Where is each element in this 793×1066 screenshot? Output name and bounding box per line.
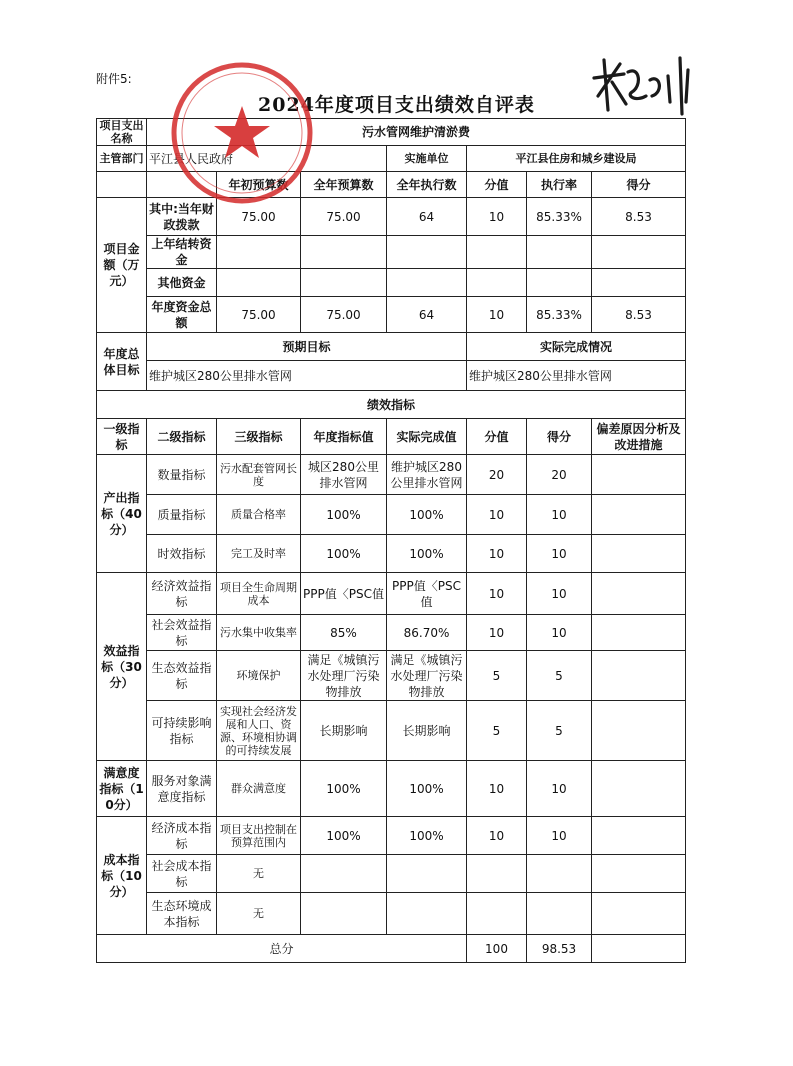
funds-value: 85.33% xyxy=(527,297,592,333)
funds-value: 8.53 xyxy=(592,297,686,333)
level2-indicator: 生态环境成本指标 xyxy=(147,893,217,935)
dept-label: 主管部门 xyxy=(97,146,147,172)
level3-indicator: 实现社会经济发展和人口、资源、环境相协调的可持续发展 xyxy=(217,701,301,761)
score-value: 20 xyxy=(467,455,527,495)
actual-value: 86.70% xyxy=(387,615,467,651)
level3-indicator: 无 xyxy=(217,893,301,935)
level2-indicator: 质量指标 xyxy=(147,495,217,535)
got-value xyxy=(527,893,592,935)
note-value xyxy=(592,535,686,573)
funds-value xyxy=(467,269,527,297)
target-value: PPP值〈PSC值 xyxy=(301,573,387,615)
actual-value: PPP值〈PSC值 xyxy=(387,573,467,615)
funds-value: 64 xyxy=(387,297,467,333)
note-value xyxy=(592,701,686,761)
funds-value xyxy=(301,269,387,297)
table-row xyxy=(97,236,686,269)
actual-value: 100% xyxy=(387,761,467,817)
funds-value xyxy=(592,269,686,297)
funds-header: 年初预算数 xyxy=(217,172,301,198)
level3-indicator: 无 xyxy=(217,855,301,893)
funds-value xyxy=(527,269,592,297)
funds-value xyxy=(217,269,301,297)
perf-header: 一级指标 xyxy=(97,419,147,455)
got-value xyxy=(527,855,592,893)
note-value xyxy=(592,817,686,855)
perf-header: 二级指标 xyxy=(147,419,217,455)
evaluation-table xyxy=(96,118,686,963)
actual-value: 维护城区280公里排水管网 xyxy=(387,455,467,495)
funds-value: 10 xyxy=(467,297,527,333)
expected-goal: 维护城区280公里排水管网 xyxy=(147,361,467,391)
funds-row-label: 其他资金 xyxy=(147,269,217,297)
level3-indicator: 环境保护 xyxy=(217,651,301,701)
level2-indicator: 生态效益指标 xyxy=(147,651,217,701)
level3-indicator: 群众满意度 xyxy=(217,761,301,817)
blank-cell xyxy=(592,935,686,963)
level2-indicator: 经济成本指标 xyxy=(147,817,217,855)
table-row xyxy=(97,701,686,761)
table-row xyxy=(97,455,686,495)
funds-value: 75.00 xyxy=(301,297,387,333)
score-value: 5 xyxy=(467,651,527,701)
table-row xyxy=(97,893,686,935)
got-value: 20 xyxy=(527,455,592,495)
table-row xyxy=(97,573,686,615)
level3-indicator: 项目全生命周期成本 xyxy=(217,573,301,615)
table-row xyxy=(97,651,686,701)
level3-indicator: 质量合格率 xyxy=(217,495,301,535)
perf-header: 分值 xyxy=(467,419,527,455)
level3-indicator: 污水集中收集率 xyxy=(217,615,301,651)
table-row xyxy=(97,495,686,535)
dept-value: 平江县人民政府 xyxy=(147,146,387,172)
got-value: 5 xyxy=(527,701,592,761)
table-row xyxy=(97,419,686,455)
group-name: 产出指标（40分） xyxy=(97,455,147,573)
table-row xyxy=(97,935,686,963)
funds-value: 8.53 xyxy=(592,198,686,236)
funds-header: 全年预算数 xyxy=(301,172,387,198)
funds-header: 分值 xyxy=(467,172,527,198)
group-name: 效益指标（30分） xyxy=(97,573,147,761)
target-value: 100% xyxy=(301,817,387,855)
funds-value: 75.00 xyxy=(301,198,387,236)
funds-header: 执行率 xyxy=(527,172,592,198)
funds-value xyxy=(387,236,467,269)
funds-value: 10 xyxy=(467,198,527,236)
target-value xyxy=(301,893,387,935)
score-value: 5 xyxy=(467,701,527,761)
funds-value: 75.00 xyxy=(217,198,301,236)
perf-header: 实际完成值 xyxy=(387,419,467,455)
note-value xyxy=(592,455,686,495)
note-value xyxy=(592,761,686,817)
actual-header: 实际完成情况 xyxy=(467,333,686,361)
level2-indicator: 社会成本指标 xyxy=(147,855,217,893)
table-row xyxy=(97,361,686,391)
perf-header: 偏差原因分析及改进措施 xyxy=(592,419,686,455)
level2-indicator: 时效指标 xyxy=(147,535,217,573)
funds-row-label: 上年结转资金 xyxy=(147,236,217,269)
table-row xyxy=(97,297,686,333)
target-value: 100% xyxy=(301,495,387,535)
target-value: 85% xyxy=(301,615,387,651)
goals-label: 年度总体目标 xyxy=(97,333,147,391)
score-value: 10 xyxy=(467,495,527,535)
project-name: 污水管网维护清淤费 xyxy=(147,119,686,146)
project-name-label: 项目支出名称 xyxy=(97,119,147,146)
funds-value xyxy=(592,236,686,269)
funds-row-label: 其中:当年财政拨款 xyxy=(147,198,217,236)
total-got: 98.53 xyxy=(527,935,592,963)
score-value: 10 xyxy=(467,761,527,817)
table-row xyxy=(97,855,686,893)
actual-value: 满足《城镇污水处理厂污染物排放 xyxy=(387,651,467,701)
level2-indicator: 服务对象满意度指标 xyxy=(147,761,217,817)
unit-label: 实施单位 xyxy=(387,146,467,172)
note-value xyxy=(592,615,686,651)
attachment-label: 附件5: xyxy=(96,72,132,86)
perf-section-title: 绩效指标 xyxy=(97,391,686,419)
score-value: 10 xyxy=(467,817,527,855)
page-title: 2024年度项目支出绩效自评表 xyxy=(258,94,535,116)
got-value: 5 xyxy=(527,651,592,701)
handwritten-signature xyxy=(590,52,700,122)
target-value: 城区280公里排水管网 xyxy=(301,455,387,495)
level3-indicator: 完工及时率 xyxy=(217,535,301,573)
group-name: 成本指标（10分） xyxy=(97,817,147,935)
funds-value: 64 xyxy=(387,198,467,236)
note-value xyxy=(592,495,686,535)
funds-value: 85.33% xyxy=(527,198,592,236)
score-value: 10 xyxy=(467,573,527,615)
funds-value xyxy=(467,236,527,269)
blank-cell xyxy=(97,172,147,198)
table-row xyxy=(97,391,686,419)
got-value: 10 xyxy=(527,761,592,817)
level2-indicator: 数量指标 xyxy=(147,455,217,495)
funds-value xyxy=(217,236,301,269)
unit-value: 平江县住房和城乡建设局 xyxy=(467,146,686,172)
actual-value: 100% xyxy=(387,495,467,535)
level2-indicator: 社会效益指标 xyxy=(147,615,217,651)
table-row xyxy=(97,535,686,573)
table-row xyxy=(97,615,686,651)
expected-header: 预期目标 xyxy=(147,333,467,361)
target-value: 长期影响 xyxy=(301,701,387,761)
funds-value xyxy=(387,269,467,297)
target-value xyxy=(301,855,387,893)
funds-header: 得分 xyxy=(592,172,686,198)
score-value: 10 xyxy=(467,615,527,651)
score-value xyxy=(467,855,527,893)
got-value: 10 xyxy=(527,573,592,615)
score-value xyxy=(467,893,527,935)
level2-indicator: 可持续影响指标 xyxy=(147,701,217,761)
target-value: 100% xyxy=(301,535,387,573)
perf-header: 三级指标 xyxy=(217,419,301,455)
target-value: 100% xyxy=(301,761,387,817)
funds-group-label: 项目金额（万元） xyxy=(97,198,147,333)
got-value: 10 xyxy=(527,535,592,573)
table-row xyxy=(97,333,686,361)
level3-indicator: 污水配套管网长度 xyxy=(217,455,301,495)
funds-row-label: 年度资金总额 xyxy=(147,297,217,333)
actual-value xyxy=(387,893,467,935)
level3-indicator: 项目支出控制在预算范围内 xyxy=(217,817,301,855)
official-seal xyxy=(162,58,322,208)
actual-value: 100% xyxy=(387,817,467,855)
funds-value xyxy=(527,236,592,269)
score-value: 10 xyxy=(467,535,527,573)
group-name: 满意度指标（10分） xyxy=(97,761,147,817)
funds-value xyxy=(301,236,387,269)
note-value xyxy=(592,855,686,893)
table-row xyxy=(97,761,686,817)
total-label: 总分 xyxy=(97,935,467,963)
note-value xyxy=(592,893,686,935)
table-row xyxy=(97,269,686,297)
perf-header: 年度指标值 xyxy=(301,419,387,455)
level2-indicator: 经济效益指标 xyxy=(147,573,217,615)
got-value: 10 xyxy=(527,615,592,651)
table-row xyxy=(97,817,686,855)
target-value: 满足《城镇污水处理厂污染物排放 xyxy=(301,651,387,701)
got-value: 10 xyxy=(527,817,592,855)
actual-goal: 维护城区280公里排水管网 xyxy=(467,361,686,391)
got-value: 10 xyxy=(527,495,592,535)
note-value xyxy=(592,573,686,615)
funds-value: 75.00 xyxy=(217,297,301,333)
note-value xyxy=(592,651,686,701)
funds-header: 全年执行数 xyxy=(387,172,467,198)
actual-value: 长期影响 xyxy=(387,701,467,761)
perf-header: 得分 xyxy=(527,419,592,455)
actual-value xyxy=(387,855,467,893)
actual-value: 100% xyxy=(387,535,467,573)
total-score: 100 xyxy=(467,935,527,963)
